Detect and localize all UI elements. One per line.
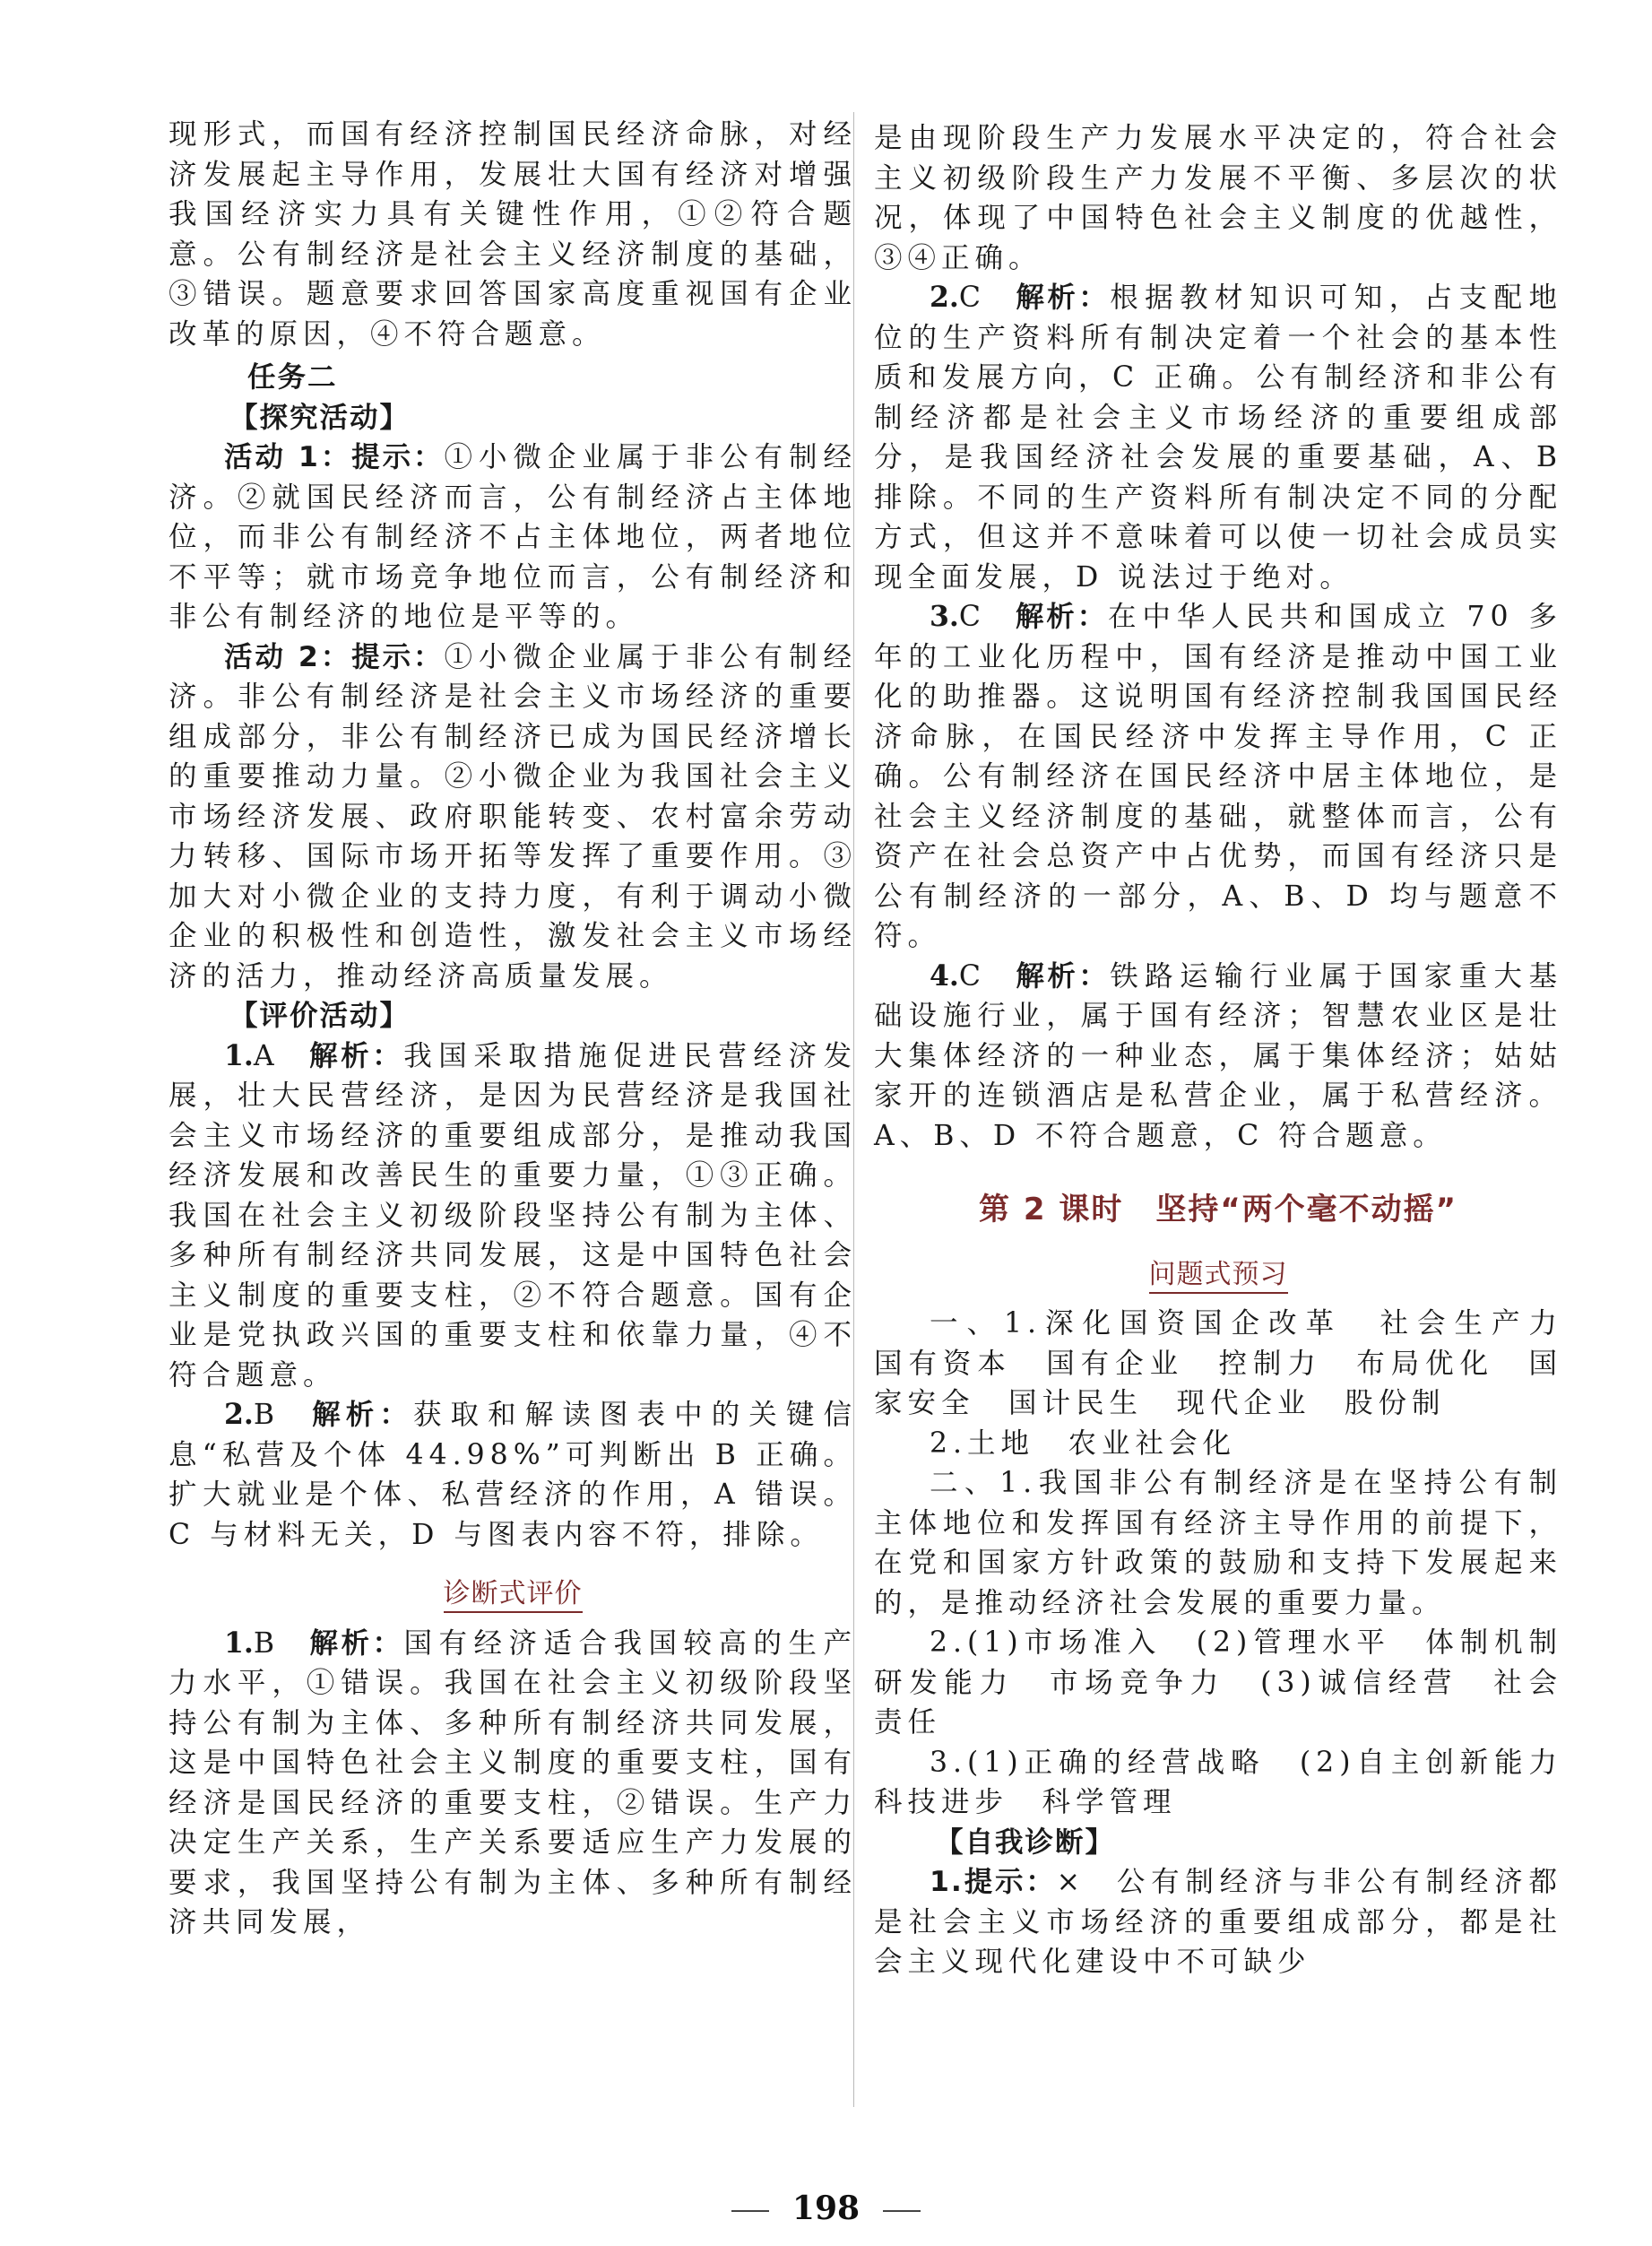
- page-number: [0, 2190, 1652, 2227]
- analysis-text: 获取和解读图表中的关键信息“私营及个体 44.98%”可判断出 B 正确。扩大就业是个体、私营经济的作用，A 错误。C 与材料无关，D 与图表内容不符，排除。: [169, 1399, 857, 1551]
- cross-mark: ×: [1056, 1866, 1086, 1898]
- analysis-label: 解析：: [308, 1399, 413, 1431]
- diagnostic-answer-3: [874, 597, 1562, 957]
- preview-title: [874, 1255, 1562, 1296]
- analysis-label: 解析：: [307, 1039, 404, 1072]
- answer-letter: C: [958, 601, 981, 633]
- self-diagnosis-heading: 【自我诊断】: [935, 1825, 1116, 1859]
- preview-item-4: 2.(1)市场准入 (2)管理水平 体制机制 研发能力 市场竞争力 (3)诚信经营 社会责任: [874, 1626, 1596, 1739]
- preview-title-text: 问题式预习: [1149, 1259, 1288, 1294]
- question-number: 3.: [930, 600, 959, 633]
- answer-letter: B: [253, 1626, 275, 1660]
- analysis-label: 解析：: [308, 1626, 404, 1660]
- preview-item-2: 2.土地 农业社会化: [930, 1427, 1237, 1460]
- analysis-text: 根据教材知识可知，占支配地位的生产资料所有制决定着一个社会的基本性质和发展方向，C 正确。公有制经济和非公有制经济都是社会主义市场经济的重要组成部分，是我国经济社会发展的重要基础，A、B 排除。不同的生产资料所有制决定不同的分配方式，但这并不意味着可以使一切社会成员实现全面发展，D 说法过于绝对。: [874, 282, 1562, 594]
- evaluate-answer-2: [169, 1395, 857, 1555]
- activity-1-label: 活动 1：提示：: [224, 441, 445, 473]
- activity-1: [169, 438, 857, 637]
- preview-item-5: 3.(1)正确的经营战略 (2)自主创新能力 科技进步 科学管理: [874, 1746, 1596, 1818]
- evaluate-answer-1: [169, 1036, 857, 1396]
- activity-2-label: 活动 2：提示：: [224, 640, 445, 673]
- question-number: 4.: [930, 958, 959, 993]
- diagnostic-answer-4: [874, 957, 1562, 1157]
- self-diagnosis-item-1: [874, 1862, 1562, 1982]
- answer-letter: C: [958, 282, 981, 314]
- diagnostic-answer-2: [874, 278, 1562, 597]
- answer-letter: B: [253, 1399, 275, 1431]
- analysis-label: 解析：: [1015, 601, 1108, 633]
- task-heading: 任务二: [247, 361, 338, 394]
- right-column: [874, 118, 1596, 1982]
- page-number-dash-right: [883, 2210, 921, 2212]
- question-number: 2.: [930, 281, 959, 314]
- preview-item-1: 一、1.深化国资国企改革 社会生产力 国有资本 国有企业 控制力 布局优化 国家安全 国计民生 现代企业 股份制: [874, 1307, 1596, 1419]
- answer-letter: A: [253, 1039, 274, 1072]
- diagnostic-evaluation-title: [169, 1574, 857, 1615]
- evaluate-heading: 【评价活动】: [229, 1000, 411, 1032]
- activity-2-text: ①小微企业属于非公有制经济。非公有制经济是社会主义市场经济的重要组成部分，非公有制经济已成为国民经济增长的重要推动力量。②小微企业为我国社会主义市场经济发展、政府职能转变、农村富余劳动力转移、国际市场开拓等发挥了重要作用。③加大对小微企业的支持力度，有利于调动小微企业的积极性和创造性，激发社会主义市场经济的活力，推动经济高质量发展。: [169, 640, 857, 993]
- question-number: 1.: [224, 1038, 254, 1072]
- right-paragraph-continued: 是由现阶段生产力发展水平决定的，符合社会主义初级阶段生产力发展不平衡、多层次的状况，体现了中国特色社会主义制度的优越性，③④正确。: [874, 122, 1562, 274]
- diagnostic-answer-1: [169, 1624, 857, 1943]
- answer-letter: C: [958, 959, 981, 993]
- preview-item-3: 二、1.我国非公有制经济是在坚持公有制主体地位和发挥国有经济主导作用的前提下，在党和国家方针政策的鼓励和支持下发展起来的，是推动经济社会发展的重要力量。: [874, 1467, 1562, 1619]
- hint-label: 1.提示：: [930, 1866, 1057, 1898]
- activity-1-text: ①小微企业属于非公有制经济。②就国民经济而言，公有制经济占主体地位，而非公有制经济不占主体地位，两者地位不平等；就市场竞争地位而言，公有制经济和非公有制经济的地位是平等的。: [169, 441, 857, 633]
- analysis-text: 铁路运输行业属于国家重大基础设施行业，属于国有经济；智慧农业区是壮大集体经济的一种业态，属于集体经济；姑姑家开的连锁酒店是私营企业，属于私营经济。A、B、D 不符合题意，C 符合题意。: [874, 959, 1562, 1152]
- question-number: 2.: [224, 1398, 254, 1431]
- explore-heading: 【探究活动】: [229, 401, 411, 434]
- activity-2: [169, 637, 857, 997]
- lesson-title: 第 2 课时 坚持“两个毫不动摇”: [978, 1192, 1458, 1227]
- page-number-dash-left: [731, 2210, 769, 2212]
- analysis-label: 解析：: [1015, 959, 1111, 993]
- question-number: 1.: [224, 1626, 254, 1660]
- page-number-text: 198: [791, 2190, 861, 2227]
- left-paragraph-continued: 现形式，而国有经济控制国民经济命脉，对经济发展起主导作用，发展壮大国有经济对增强我国经济实力具有关键性作用，①②符合题意。公有制经济是社会主义经济制度的基础，③错误。题意要求回答国家高度重视国有企业改革的原因，④不符合题意。: [169, 118, 857, 351]
- analysis-text: 国有经济适合我国较高的生产力水平，①错误。我国在社会主义初级阶段坚持公有制为主体、多种所有制经济共同发展，这是中国特色社会主义制度的重要支柱，国有经济是国民经济的重要支柱，②错误。生产力决定生产关系，生产关系要适应生产力发展的要求，我国坚持公有制为主体、多种所有制经济共同发展，: [169, 1626, 857, 1938]
- analysis-label: 解析：: [1015, 282, 1111, 314]
- analysis-text: 在中华人民共和国成立 70 多年的工业化历程中，国有经济是推动中国工业化的助推器。这说明国有经济控制我国国民经济命脉，在国民经济中发挥主导作用，C 正确。公有制经济在国民经济中居主体地位，是社会主义经济制度的基础，就整体而言，公有资产在社会总资产中占优势，而国有经济只是公有制经济的一部分，A、B、D 均与题意不符。: [874, 601, 1562, 952]
- left-column: [169, 115, 857, 1943]
- analysis-text: 我国采取措施促进民营经济发展，壮大民营经济，是因为民营经济是我国社会主义市场经济的重要组成部分，是推动我国经济发展和改善民生的重要力量，①③正确。我国在社会主义初级阶段坚持公有制为主体、多种所有制经济共同发展，这是中国特色社会主义制度的重要支柱，②不符合题意。国有企业是党执政兴国的重要支柱和依靠力量，④不符合题意。: [169, 1039, 857, 1392]
- diagnostic-evaluation-title-text: 诊断式评价: [444, 1578, 583, 1613]
- hint-text: 公有制经济与非公有制经济都是社会主义市场经济的重要组成部分，都是社会主义现代化建设中不可缺少: [874, 1866, 1562, 1978]
